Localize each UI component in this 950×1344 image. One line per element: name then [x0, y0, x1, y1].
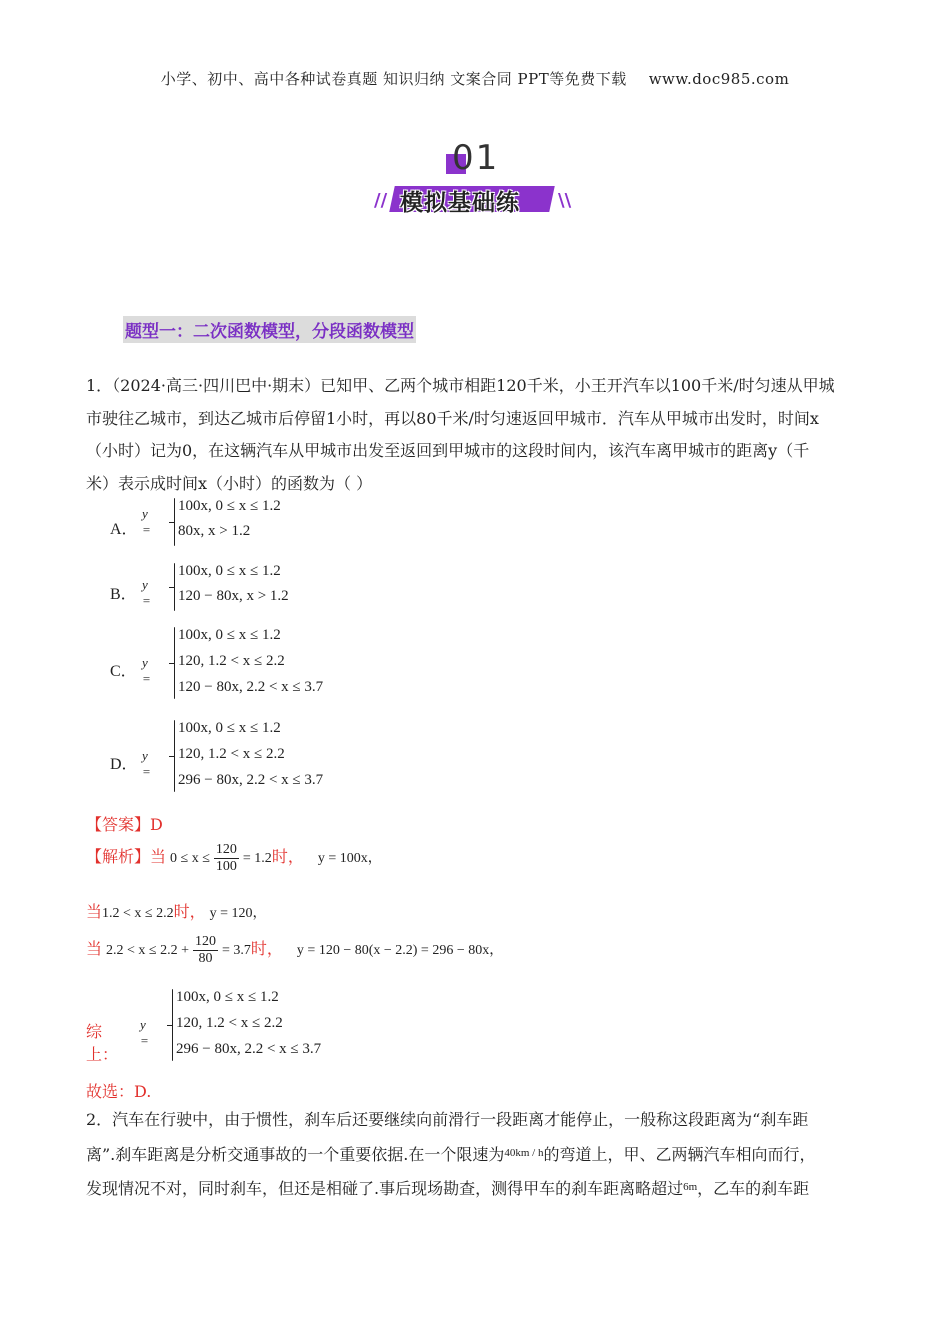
case-1: 100x, 0 ≤ x ≤ 1.2: [176, 989, 279, 1005]
step-end: ，: [489, 943, 504, 959]
case-1: 100x, 0 ≤ x ≤ 1.2: [178, 720, 281, 736]
page-header: [0, 68, 950, 89]
option-label: C．: [110, 663, 137, 680]
case-2: 120, 1.2 < x ≤ 2.2: [176, 1015, 283, 1031]
q2-line-3a: 发现情况不对，同时刹车，但还是相碰了.事后现场勘查，测得甲车的刹车距离略超过: [86, 1179, 684, 1198]
q2-line-3: [86, 1171, 866, 1206]
case-3: 120 − 80x, 2.2 < x ≤ 3.7: [178, 679, 324, 695]
q1-line-1: 1．（2024·高三·四川巴中·期末）已知甲、乙两个城市相距120千米，小王开汽车以100千米/时匀速从甲城: [86, 376, 835, 395]
banner-right-mark: \\: [558, 190, 572, 211]
step-when: 当: [150, 849, 167, 867]
answer-tag: 【答案】: [86, 815, 151, 834]
speed-limit: 40km / h: [504, 1146, 544, 1159]
condition-end: = 3.7: [222, 943, 251, 959]
question-2-stem: [86, 1104, 866, 1206]
option-label: B．: [110, 586, 137, 603]
question-1-stem: [86, 370, 866, 500]
q1-line-2: 市驶往乙城市，到达乙城市后停留1小时，再以80千米/时匀速返回甲城市．汽车从甲城市出发时，时间x: [86, 408, 819, 428]
step-time: 时，: [173, 904, 206, 921]
case-1: 100x, 0 ≤ x ≤ 1.2: [178, 627, 281, 643]
analysis-step-2: [86, 899, 267, 922]
option-label: A．: [110, 521, 138, 538]
topic-heading: 题型一：二次函数模型，分段函数模型: [123, 316, 416, 343]
q2-line-2b: 的弯道上，甲、乙两辆汽车相向而行，: [543, 1144, 816, 1164]
y-equals: y =: [140, 1017, 149, 1048]
analysis-tag: 【解析】: [86, 849, 151, 867]
section-banner: [370, 138, 580, 228]
case-2: 120, 1.2 < x ≤ 2.2: [178, 653, 285, 669]
step-end: ，: [367, 851, 382, 867]
option-label: D．: [110, 756, 138, 773]
q2-line-2a: 离”.刹车距离是分析交通事故的一个重要依据.在一个限速为: [86, 1144, 505, 1164]
condition-end: = 1.2: [242, 851, 272, 867]
analysis-step-3: [86, 934, 503, 967]
condition-start: 0 ≤ x ≤: [170, 851, 210, 867]
banner-number: 01: [452, 138, 500, 178]
step-end: ，: [252, 906, 267, 921]
step-when: 当: [86, 904, 103, 921]
header-site-link[interactable]: www.doc985.com: [648, 70, 790, 88]
step-time: 时，: [271, 849, 304, 867]
q2-line-3b: ，乙车的刹车距: [697, 1179, 810, 1198]
step-time: 时，: [250, 941, 283, 959]
case-3: 296 − 80x, 2.2 < x ≤ 3.7: [178, 772, 324, 788]
step-when: 当: [86, 941, 103, 959]
numerator: 120: [215, 842, 237, 857]
denominator: 100: [215, 859, 237, 874]
brake-distance: 6m: [683, 1181, 698, 1193]
choose-line: 故选：D.: [86, 1082, 152, 1101]
case-2: 120, 1.2 < x ≤ 2.2: [178, 746, 285, 762]
answer-line: [86, 812, 163, 835]
analysis-step-1: [86, 842, 382, 875]
step-result: y = 120 − 80(x − 2.2) = 296 − 80x: [296, 943, 490, 959]
q1-line-4: 米）表示成时间x（小时）的函数为（ ）: [86, 473, 373, 493]
banner-left-mark: //: [374, 190, 388, 211]
y-equals: y =: [142, 655, 151, 686]
case-2: 80x, x > 1.2: [178, 523, 251, 539]
fraction: [214, 842, 239, 875]
step-result: y = 120: [209, 906, 253, 921]
case-2: 120 − 80x, x > 1.2: [178, 588, 289, 604]
banner-title: 模拟基础练: [400, 190, 520, 216]
condition: 1.2 < x ≤ 2.2: [102, 906, 174, 921]
case-1: 100x, 0 ≤ x ≤ 1.2: [178, 498, 281, 514]
q1-line-3: （小时）记为0，在这辆汽车从甲城市出发至返回到甲城市的这段时间内，该汽车离甲城市的距离y（千: [86, 441, 810, 460]
brace: [174, 627, 175, 699]
brace: [172, 989, 173, 1061]
q2-line-1: 2．汽车在行驶中，由于惯性，刹车后还要继续向前滑行一段距离才能停止，一般称这段距离为“刹车距: [86, 1110, 809, 1129]
y-equals: y =: [142, 748, 151, 779]
header-text: 小学、初中、高中各种试卷真题 知识归纳 文案合同 PPT等免费下载: [160, 70, 627, 88]
y-equals: y =: [142, 506, 151, 537]
denominator: 80: [198, 951, 213, 966]
step-result: y = 100x: [317, 851, 368, 867]
case-1: 100x, 0 ≤ x ≤ 1.2: [178, 563, 281, 579]
brace: [174, 720, 175, 792]
brace: [174, 563, 175, 611]
q2-line-2: [86, 1137, 866, 1172]
y-equals: y =: [142, 577, 151, 608]
condition-start: 2.2 < x ≤ 2.2 +: [106, 943, 189, 959]
summary-label: 综上：: [86, 1024, 119, 1064]
answer-value: D: [150, 815, 163, 834]
case-3: 296 − 80x, 2.2 < x ≤ 3.7: [176, 1041, 322, 1057]
numerator: 120: [195, 934, 216, 949]
fraction: [193, 934, 218, 967]
brace: [174, 498, 175, 546]
